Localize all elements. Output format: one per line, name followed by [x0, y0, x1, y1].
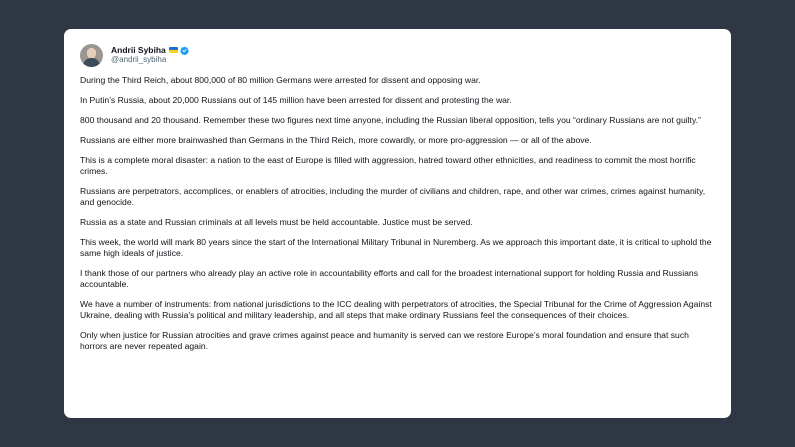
- post-body: [80, 75, 715, 352]
- post-paragraph: This week, the world will mark 80 years since the start of the International Military Tribunal in Nuremberg. As we approach this important date, it is critical to uphold the same high ideals of justice.: [80, 237, 712, 258]
- post-paragraph: Russians are perpetrators, accomplices, or enablers of atrocities, including the murder of civilians and children, rape, and other war crimes, crimes against humanity, and genocide.: [80, 186, 706, 207]
- verified-badge-icon: [180, 46, 189, 55]
- post-paragraph: Only when justice for Russian atrocities and grave crimes against peace and humanity is served can we restore Europe’s moral foundation and ensure that such horrors are never repeated again.: [80, 330, 689, 351]
- post-paragraph: 800 thousand and 20 thousand. Remember these two figures next time anyone, including the Russian liberal opposition, tells you “ordinary Russians are not guilty.”: [80, 115, 701, 125]
- post-paragraph: In Putin’s Russia, about 20,000 Russians out of 145 million have been arrested for dissent and protesting the war.: [80, 95, 512, 105]
- avatar-torso: [83, 58, 100, 67]
- post-paragraph: During the Third Reich, about 800,000 of 80 million Germans were arrested for dissent and opposing war.: [80, 75, 481, 85]
- post-header: [80, 42, 715, 68]
- author-name-row: [111, 46, 189, 56]
- post-paragraph: This is a complete moral disaster: a nation to the east of Europe is filled with aggression, hatred toward other ethnicities, and readiness to commit the most horrific crimes.: [80, 155, 696, 176]
- author-display-name[interactable]: Andrii Sybiha: [111, 44, 166, 55]
- post-paragraph: I thank those of our partners who already play an active role in accountability efforts and call for the broadest international support for holding Russia and Russians accountable.: [80, 268, 698, 289]
- post-paragraph: We have a number of instruments: from national jurisdictions to the ICC dealing with perpetrators of atrocities, the Special Tribunal for the Crime of Aggression Against Ukraine, dealing with Russia’s political and military leadership, and all steps that make ordinary Russians feel the consequences of their choices.: [80, 299, 712, 320]
- post-card: [64, 29, 731, 418]
- author-handle[interactable]: @andrii_sybiha: [111, 55, 167, 65]
- avatar-face: [87, 48, 96, 59]
- post-paragraph: Russians are either more brainwashed than Germans in the Third Reich, more cowardly, or more pro-aggression — or all of the above.: [80, 135, 592, 145]
- ukraine-flag-icon: [169, 47, 178, 53]
- avatar[interactable]: [80, 44, 103, 67]
- post-paragraph: Russia as a state and Russian criminals at all levels must be held accountable. Justice must be served.: [80, 217, 473, 227]
- author-info: [111, 46, 189, 65]
